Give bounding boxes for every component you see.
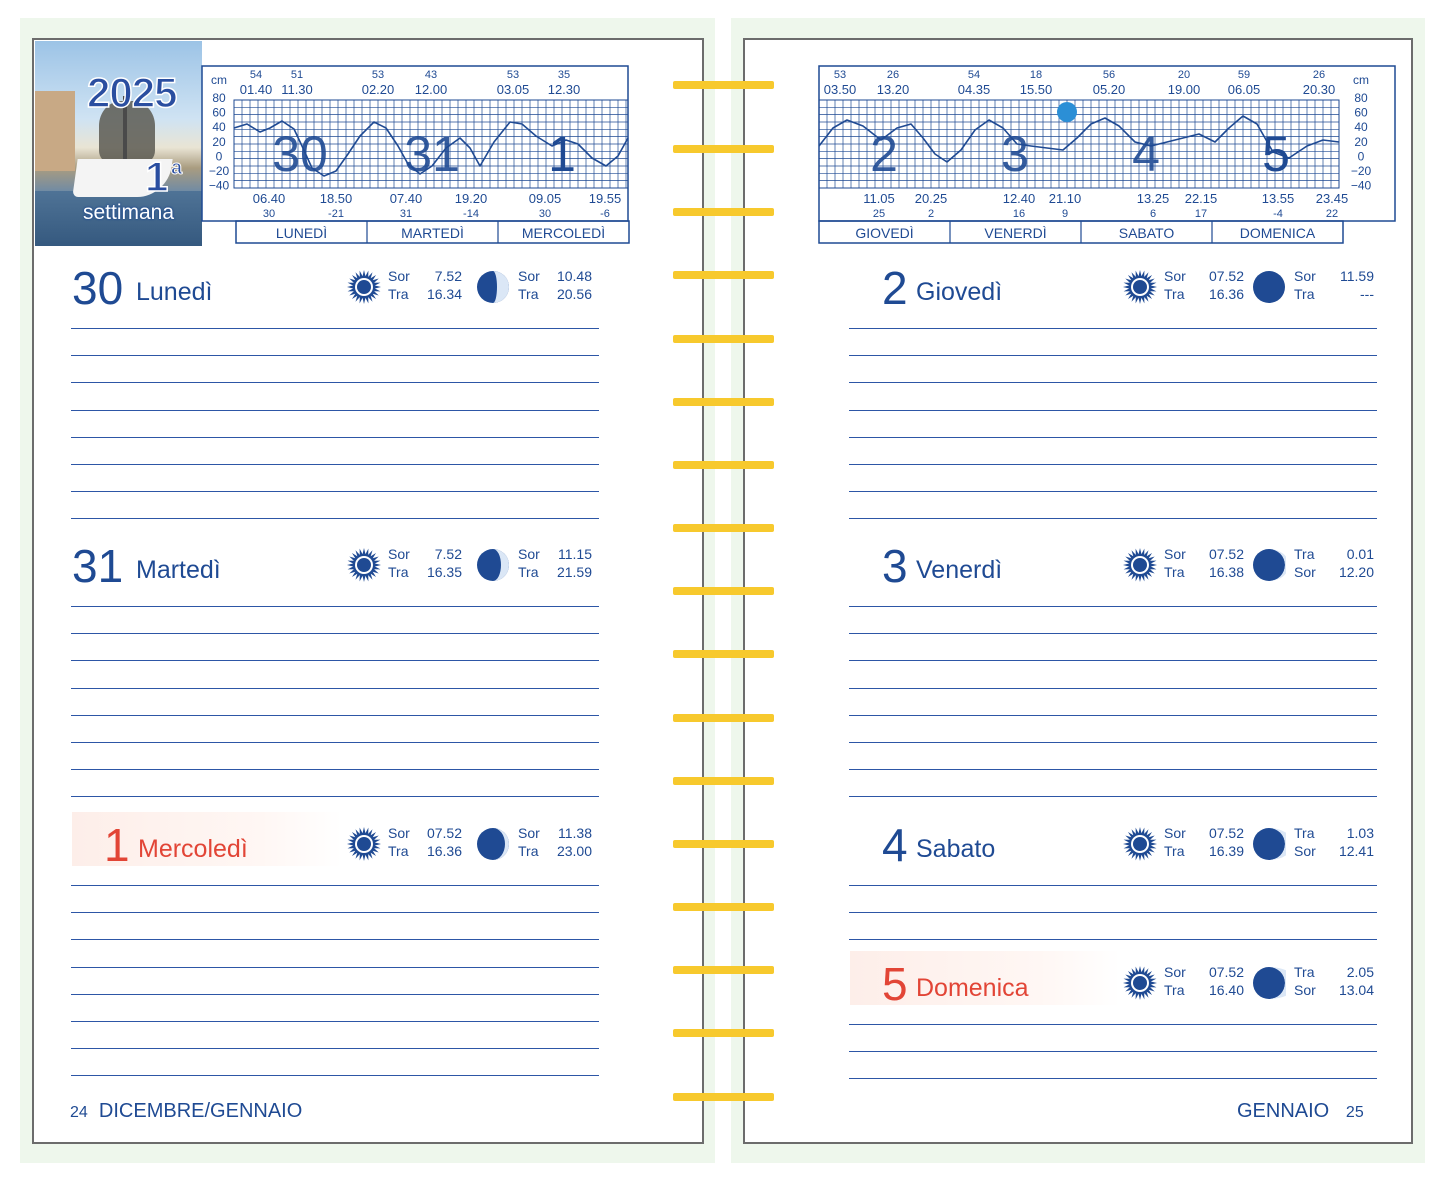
moon-event-label: Sor bbox=[1294, 564, 1316, 580]
writing-line[interactable] bbox=[71, 633, 599, 634]
sunrise-time: 07.52 bbox=[1208, 964, 1244, 980]
moon-event-label: Tra bbox=[1294, 964, 1315, 980]
day-name: Venerdì bbox=[916, 556, 1003, 584]
scale-tick-label: −40 bbox=[1350, 178, 1372, 193]
moon-event-label: Sor bbox=[518, 546, 540, 562]
moon-event-label: Tra bbox=[1294, 825, 1315, 841]
writing-line[interactable] bbox=[71, 994, 599, 995]
writing-line[interactable] bbox=[849, 912, 1377, 913]
high-tide-height: 59 bbox=[1237, 69, 1251, 81]
week-number-suffix: a bbox=[171, 157, 183, 179]
day-entry-martedi bbox=[72, 533, 602, 603]
writing-line[interactable] bbox=[849, 715, 1377, 716]
sun-icon bbox=[346, 269, 382, 305]
sun-icon bbox=[1122, 269, 1158, 305]
scale-tick-label: 60 bbox=[1354, 105, 1368, 120]
writing-line[interactable] bbox=[71, 769, 599, 770]
low-tide-height: 31 bbox=[399, 208, 413, 220]
low-tide-height: 6 bbox=[1149, 208, 1157, 220]
high-tide-time: 01.40 bbox=[239, 82, 273, 97]
low-tide-time: 20.25 bbox=[914, 191, 948, 206]
low-tide-time: 13.25 bbox=[1136, 191, 1170, 206]
low-tide-time: 09.05 bbox=[528, 191, 562, 206]
writing-line[interactable] bbox=[71, 328, 599, 329]
day-number: 3 bbox=[882, 540, 908, 592]
day-name: Lunedì bbox=[136, 278, 213, 306]
binding-ring bbox=[673, 903, 774, 911]
high-tide-height: 56 bbox=[1102, 69, 1116, 81]
low-tide-height: 2 bbox=[927, 208, 935, 220]
writing-line[interactable] bbox=[849, 491, 1377, 492]
writing-line[interactable] bbox=[71, 660, 599, 661]
high-tide-height: 26 bbox=[1312, 69, 1326, 81]
tide-chart-left bbox=[202, 66, 632, 248]
moon-event-label: Sor bbox=[518, 268, 540, 284]
moon-event-label: Tra bbox=[1294, 286, 1315, 302]
moon-event-time: 11.59 bbox=[1340, 268, 1374, 284]
moon-phase-icon bbox=[1252, 827, 1286, 861]
week-label: settimana bbox=[83, 201, 175, 224]
moon-phase-icon bbox=[476, 827, 510, 861]
writing-line[interactable] bbox=[849, 606, 1377, 607]
scale-tick-label: −20 bbox=[1350, 164, 1372, 178]
sunset-label: Tra bbox=[1164, 286, 1185, 302]
writing-line[interactable] bbox=[71, 796, 599, 797]
scale-tick-label: 40 bbox=[1354, 120, 1368, 135]
right-page bbox=[743, 38, 1413, 1144]
sunset-label: Tra bbox=[1164, 843, 1185, 859]
day-number-overlay: 5 bbox=[1262, 126, 1290, 182]
week-number: 1 bbox=[145, 153, 169, 200]
writing-line[interactable] bbox=[71, 1048, 599, 1049]
writing-line[interactable] bbox=[849, 769, 1377, 770]
high-tide-time: 19.00 bbox=[1167, 82, 1201, 97]
high-tide-height: 20 bbox=[1177, 69, 1191, 81]
writing-line[interactable] bbox=[71, 885, 599, 886]
sunset-label: Tra bbox=[388, 843, 409, 859]
moon-event-label: Sor bbox=[1294, 268, 1316, 284]
low-tide-height: 25 bbox=[872, 208, 886, 220]
writing-line[interactable] bbox=[71, 518, 599, 519]
low-tide-height: 22 bbox=[1325, 208, 1339, 220]
day-number: 5 bbox=[882, 958, 908, 1010]
high-tide-height: 51 bbox=[290, 69, 304, 81]
year-label: 2025 bbox=[87, 69, 177, 116]
day-number: 30 bbox=[72, 262, 124, 314]
scale-tick-label: 0 bbox=[215, 149, 223, 164]
unit-label: cm bbox=[1353, 73, 1369, 87]
high-tide-height: 26 bbox=[886, 69, 900, 81]
moon-phase-icon bbox=[1252, 548, 1286, 582]
binding-ring bbox=[673, 461, 774, 469]
writing-line[interactable] bbox=[849, 382, 1377, 383]
low-tide-height: 9 bbox=[1061, 208, 1069, 220]
writing-line[interactable] bbox=[71, 912, 599, 913]
scale-tick-label: 80 bbox=[1354, 91, 1368, 105]
day-entry-sabato bbox=[850, 812, 1380, 882]
writing-line[interactable] bbox=[849, 355, 1377, 356]
sun-icon bbox=[1122, 826, 1158, 862]
binding-ring bbox=[673, 1029, 774, 1037]
footer-left bbox=[70, 1100, 302, 1123]
sunrise-label: Sor bbox=[1164, 964, 1186, 980]
high-tide-time: 20.30 bbox=[1302, 82, 1336, 97]
moon-event-label: Tra bbox=[1294, 546, 1315, 562]
moon-event-label: Sor bbox=[518, 825, 540, 841]
weekday-column-label: VENERDÌ bbox=[984, 225, 1047, 241]
sunrise-time: 7.52 bbox=[434, 546, 462, 562]
day-entry-mercoledi bbox=[72, 812, 602, 882]
moon-event-time: 11.38 bbox=[558, 825, 592, 841]
sun-icon bbox=[346, 547, 382, 583]
binding-ring bbox=[673, 145, 774, 153]
sunrise-time: 07.52 bbox=[1208, 546, 1244, 562]
binding-ring bbox=[673, 208, 774, 216]
scale-tick-label: 60 bbox=[212, 105, 226, 120]
weekday-column-label: MARTEDÌ bbox=[401, 225, 464, 241]
binding-ring bbox=[673, 840, 774, 848]
writing-line[interactable] bbox=[849, 328, 1377, 329]
day-number-overlay: 31 bbox=[404, 126, 460, 182]
binding-ring bbox=[673, 587, 774, 595]
day-entry-domenica bbox=[850, 951, 1380, 1021]
binding-ring bbox=[673, 398, 774, 406]
writing-line[interactable] bbox=[849, 885, 1377, 886]
writing-line[interactable] bbox=[71, 606, 599, 607]
scale-tick-label: −40 bbox=[208, 178, 230, 193]
sunrise-label: Sor bbox=[1164, 825, 1186, 841]
writing-line[interactable] bbox=[849, 939, 1377, 940]
tide-chart-right bbox=[819, 66, 1399, 248]
sunset-time: 16.40 bbox=[1208, 982, 1244, 998]
low-tide-height: -4 bbox=[1273, 208, 1283, 220]
binding-ring bbox=[673, 714, 774, 722]
moon-event-label: Sor bbox=[1294, 843, 1316, 859]
sunrise-time: 07.52 bbox=[1208, 825, 1244, 841]
low-tide-height: 16 bbox=[1012, 208, 1026, 220]
high-tide-time: 03.50 bbox=[823, 82, 857, 97]
high-tide-height: 53 bbox=[371, 69, 385, 81]
weekday-column-label: GIOVEDÌ bbox=[855, 225, 914, 241]
day-number-overlay: 1 bbox=[548, 126, 576, 182]
low-tide-height: 30 bbox=[262, 208, 276, 220]
moon-phase-icon bbox=[1252, 270, 1286, 304]
sunrise-time: 07.52 bbox=[426, 825, 462, 841]
moon-event-time: 23.00 bbox=[556, 843, 592, 859]
writing-line[interactable] bbox=[849, 660, 1377, 661]
scale-tick-label: 40 bbox=[212, 120, 226, 135]
day-number-overlay: 2 bbox=[870, 126, 898, 182]
writing-line[interactable] bbox=[849, 796, 1377, 797]
weekday-column-label: MERCOLEDÌ bbox=[521, 225, 606, 241]
high-tide-time: 13.20 bbox=[876, 82, 910, 97]
low-tide-time: 07.40 bbox=[389, 191, 423, 206]
low-tide-time: 18.50 bbox=[319, 191, 353, 206]
weekday-column-label: SABATO bbox=[1118, 225, 1175, 241]
low-tide-time: 12.40 bbox=[1002, 191, 1036, 206]
day-number: 1 bbox=[104, 819, 130, 871]
scale-tick-label: 20 bbox=[212, 134, 226, 149]
high-tide-time: 04.35 bbox=[957, 82, 991, 97]
moon-event-time: 12.41 bbox=[1338, 843, 1374, 859]
moon-event-time: 11.15 bbox=[558, 546, 592, 562]
writing-line[interactable] bbox=[849, 437, 1377, 438]
writing-line[interactable] bbox=[849, 688, 1377, 689]
writing-line[interactable] bbox=[71, 1075, 599, 1076]
writing-line[interactable] bbox=[849, 464, 1377, 465]
sunrise-label: Sor bbox=[1164, 546, 1186, 562]
writing-line[interactable] bbox=[849, 1051, 1377, 1052]
page-number: 25 bbox=[1345, 1104, 1364, 1121]
moon-event-time: 10.48 bbox=[556, 268, 592, 284]
high-tide-time: 11.30 bbox=[281, 82, 313, 97]
weekday-column-label: DOMENICA bbox=[1239, 225, 1316, 241]
day-number-overlay: 3 bbox=[1001, 126, 1029, 182]
sunset-time: 16.36 bbox=[1208, 286, 1244, 302]
sunrise-label: Sor bbox=[388, 825, 410, 841]
moon-phase-marker-icon bbox=[1057, 102, 1077, 122]
writing-line[interactable] bbox=[849, 518, 1377, 519]
moon-phase-icon bbox=[1252, 966, 1286, 1000]
low-tide-height: 30 bbox=[538, 208, 552, 220]
low-tide-time: 19.55 bbox=[588, 191, 622, 206]
moon-event-time: 0.01 bbox=[1346, 546, 1374, 562]
low-tide-height: 17 bbox=[1194, 208, 1208, 220]
high-tide-height: 53 bbox=[506, 69, 520, 81]
day-number: 4 bbox=[882, 819, 908, 871]
sunset-time: 16.38 bbox=[1208, 564, 1244, 580]
sunrise-label: Sor bbox=[388, 268, 410, 284]
writing-line[interactable] bbox=[849, 633, 1377, 634]
moon-event-time: 13.04 bbox=[1338, 982, 1374, 998]
high-tide-time: 12.30 bbox=[547, 82, 581, 97]
writing-line[interactable] bbox=[71, 382, 599, 383]
low-tide-height: -14 bbox=[463, 208, 479, 220]
binding-ring bbox=[673, 1093, 774, 1101]
sunset-label: Tra bbox=[388, 564, 409, 580]
high-tide-time: 12.00 bbox=[414, 82, 448, 97]
high-tide-height: 54 bbox=[249, 69, 263, 81]
low-tide-time: 13.55 bbox=[1261, 191, 1295, 206]
high-tide-height: 43 bbox=[424, 69, 438, 81]
writing-line[interactable] bbox=[71, 688, 599, 689]
low-tide-time: 22.15 bbox=[1184, 191, 1218, 206]
sunset-time: 16.36 bbox=[426, 843, 462, 859]
sunset-time: 16.35 bbox=[426, 564, 462, 580]
page-month: DICEMBRE/GENNAIO bbox=[98, 1100, 303, 1122]
day-name: Sabato bbox=[916, 835, 996, 863]
high-tide-time: 02.20 bbox=[361, 82, 395, 97]
binding-ring bbox=[673, 650, 774, 658]
high-tide-time: 06.05 bbox=[1227, 82, 1261, 97]
sunrise-time: 07.52 bbox=[1208, 268, 1244, 284]
low-tide-time: 11.05 bbox=[863, 191, 895, 206]
moon-event-time: 20.56 bbox=[556, 286, 592, 302]
day-number-overlay: 30 bbox=[272, 126, 328, 182]
writing-line[interactable] bbox=[71, 437, 599, 438]
moon-event-label: Tra bbox=[518, 843, 539, 859]
scale-tick-label: −20 bbox=[208, 164, 230, 178]
writing-line[interactable] bbox=[71, 1021, 599, 1022]
moon-event-time: 12.20 bbox=[1338, 564, 1374, 580]
moon-event-label: Tra bbox=[518, 286, 539, 302]
binding-ring bbox=[673, 966, 774, 974]
low-tide-time: 21.10 bbox=[1048, 191, 1082, 206]
low-tide-time: 23.45 bbox=[1315, 191, 1349, 206]
moon-phase-icon bbox=[476, 548, 510, 582]
scale-tick-label: 0 bbox=[1357, 149, 1365, 164]
unit-label: cm bbox=[211, 73, 227, 87]
day-name: Giovedì bbox=[916, 278, 1003, 306]
scale-tick-label: 80 bbox=[212, 91, 226, 105]
footer-right bbox=[1237, 1100, 1364, 1123]
weekday-column-label: LUNEDÌ bbox=[275, 225, 328, 241]
moon-event-time: 2.05 bbox=[1346, 964, 1374, 980]
high-tide-time: 03.05 bbox=[496, 82, 530, 97]
sunrise-label: Sor bbox=[1164, 268, 1186, 284]
writing-line[interactable] bbox=[71, 464, 599, 465]
sunset-label: Tra bbox=[388, 286, 409, 302]
high-tide-height: 53 bbox=[833, 69, 847, 81]
high-tide-height: 35 bbox=[557, 69, 571, 81]
sunset-time: 16.39 bbox=[1208, 843, 1244, 859]
binding-ring bbox=[673, 524, 774, 532]
moon-event-time: 21.59 bbox=[556, 564, 592, 580]
writing-line[interactable] bbox=[849, 742, 1377, 743]
high-tide-time: 05.20 bbox=[1092, 82, 1126, 97]
low-tide-height: -21 bbox=[328, 208, 344, 220]
day-number: 31 bbox=[72, 540, 124, 592]
sunset-time: 16.34 bbox=[426, 286, 462, 302]
moon-event-time: --- bbox=[1360, 286, 1374, 302]
moon-event-label: Tra bbox=[518, 564, 539, 580]
writing-line[interactable] bbox=[849, 1024, 1377, 1025]
page-number: 24 bbox=[70, 1104, 88, 1121]
binding-ring bbox=[673, 777, 774, 785]
writing-line[interactable] bbox=[849, 1078, 1377, 1079]
writing-line[interactable] bbox=[71, 355, 599, 356]
writing-line[interactable] bbox=[71, 715, 599, 716]
sunset-label: Tra bbox=[1164, 982, 1185, 998]
high-tide-height: 54 bbox=[967, 69, 981, 81]
low-tide-height: -6 bbox=[600, 208, 610, 220]
sun-icon bbox=[346, 826, 382, 862]
cover-photo bbox=[35, 41, 202, 246]
day-entry-giovedi bbox=[850, 255, 1380, 325]
day-number: 2 bbox=[882, 262, 908, 314]
scale-tick-label: 20 bbox=[1354, 134, 1368, 149]
sunset-label: Tra bbox=[1164, 564, 1185, 580]
day-name: Domenica bbox=[916, 974, 1029, 1002]
binding-ring bbox=[673, 335, 774, 343]
writing-line[interactable] bbox=[71, 410, 599, 411]
moon-event-label: Sor bbox=[1294, 982, 1316, 998]
day-entry-venerdi bbox=[850, 533, 1380, 603]
writing-line[interactable] bbox=[71, 491, 599, 492]
binding-ring bbox=[673, 81, 774, 89]
moon-phase-icon bbox=[476, 270, 510, 304]
writing-line[interactable] bbox=[71, 967, 599, 968]
writing-line[interactable] bbox=[71, 939, 599, 940]
page-month: GENNAIO bbox=[1237, 1100, 1330, 1122]
day-entry-lunedi bbox=[72, 255, 602, 325]
sun-icon bbox=[1122, 547, 1158, 583]
low-tide-time: 19.20 bbox=[454, 191, 488, 206]
day-name: Martedì bbox=[136, 556, 221, 584]
low-tide-time: 06.40 bbox=[252, 191, 286, 206]
left-page bbox=[32, 38, 704, 1144]
high-tide-time: 15.50 bbox=[1019, 82, 1053, 97]
day-name: Mercoledì bbox=[138, 835, 248, 863]
writing-line[interactable] bbox=[849, 410, 1377, 411]
binding-ring bbox=[673, 271, 774, 279]
high-tide-height: 18 bbox=[1029, 69, 1043, 81]
writing-line[interactable] bbox=[71, 742, 599, 743]
day-number-overlay: 4 bbox=[1132, 126, 1160, 182]
moon-event-time: 1.03 bbox=[1346, 825, 1374, 841]
sun-icon bbox=[1122, 965, 1158, 1001]
sunrise-label: Sor bbox=[388, 546, 410, 562]
sunrise-time: 7.52 bbox=[434, 268, 462, 284]
